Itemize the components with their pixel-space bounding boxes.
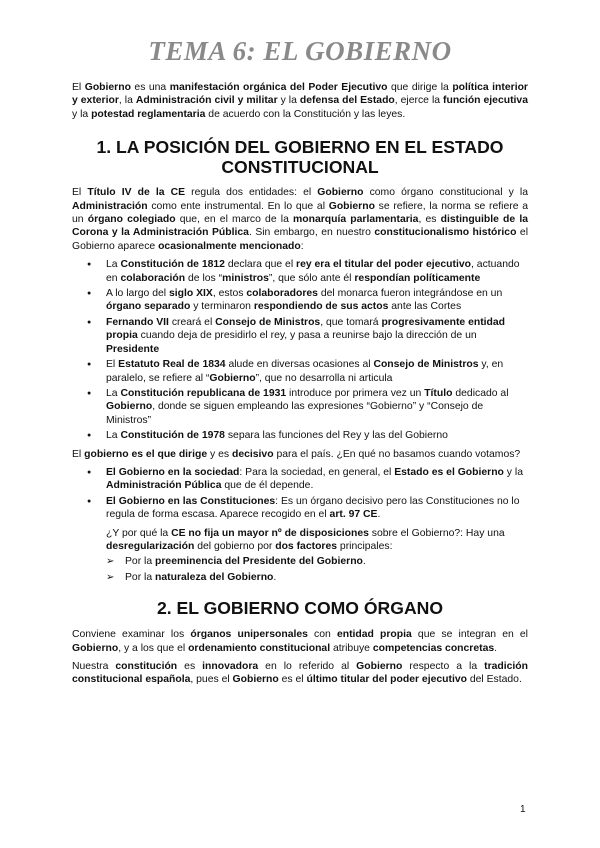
page-title: TEMA 6: EL GOBIERNO bbox=[148, 36, 452, 66]
history-bullet-1978: ● La Constitución de 1978 separa las funciones del Rey y las del Gobierno bbox=[106, 429, 528, 442]
page-number: 1 bbox=[520, 804, 526, 815]
history-bullet-siglo-xix: ● A lo largo del siglo XIX, estos colaboradores del monarca fueron integrándose en un órgano separado y terminaron respondiendo de sus actos ante las Cortes bbox=[106, 287, 528, 314]
history-bullet-estatuto-1834: ● El Estatuto Real de 1834 alude en diversas ocasiones al Consejo de Ministros y, en paralelo, se refiere al “Gobierno”, que no desarrolla ni articula bbox=[106, 358, 528, 385]
history-bullet-list bbox=[72, 258, 528, 442]
history-bullet-1812: ● La Constitución de 1812 declara que el rey era el titular del poder ejecutivo, actuando en colaboración de los “ministros”, que sólo ante él respondían políticamente bbox=[106, 258, 528, 285]
gobierno-constituciones-bullet: ● El Gobierno en las Constituciones: Es un órgano decisivo pero las Constituciones no lo regula de forma escasa. Aparece recogido en el art. 97 CE. bbox=[106, 495, 528, 522]
section-1-paragraph-3: ¿Y por qué la CE no fija un mayor nº de disposiciones sobre el Gobierno?: Hay una desregularización del gobierno por dos factores principales: bbox=[106, 527, 505, 552]
factor-naturaleza: ➢ Por la naturaleza del Gobierno. bbox=[125, 571, 528, 584]
gobierno-bullet-list bbox=[72, 466, 528, 522]
document-page bbox=[72, 36, 528, 692]
section-1-paragraph-2: El gobierno es el que dirige y es decisivo para el país. ¿En qué no basamos cuando votamos? bbox=[72, 448, 521, 460]
history-bullet-fernando-vii: ● Fernando VII creará el Consejo de Ministros, que tomará progresivamente entidad propia cuando deja de presidirlo el rey, y pasa a reunirse bajo la dirección de un Presidente bbox=[106, 316, 528, 356]
intro-paragraph: El Gobierno es una manifestación orgánica del Poder Ejecutivo que dirige la política interior y exterior, la Administración civil y militar y la defensa del Estado, ejerce la función ejecutiva y la potestad reglamentaria de acuerdo con la Constitución y las leyes. bbox=[72, 82, 528, 120]
section-1-paragraph-1: El Título IV de la CE regula dos entidades: el Gobierno como órgano constitucional y la Administración como ente instrumental. En lo que al Gobierno se refiere, la norma se refiere a un órgano colegiado que, en el marco de la monarquía parlamentaria, es distinguible de la Corona y la Administración Pública. Sin embargo, en nuestro constitucionalismo histórico el Gobierno aparece ocasionalmente mencionado: bbox=[72, 187, 529, 252]
gobierno-sociedad-bullet: ● El Gobierno en la sociedad: Para la sociedad, en general, el Estado es el Gobierno y la Administración Pública que de él depende. bbox=[106, 466, 528, 493]
history-bullet-1931: ● La Constitución republicana de 1931 introduce por primera vez un Título dedicado al Gobierno, donde se siguen empleando las expresiones “Gobierno” y “Consejo de Ministros” bbox=[106, 387, 528, 427]
section-1-heading: 1. LA POSICIÓN DEL GOBIERNO EN EL ESTADO CONSTITUCIONAL bbox=[96, 137, 504, 178]
factor-preeminencia: ➢ Por la preeminencia del Presidente del Gobierno. bbox=[125, 555, 528, 568]
section-2-paragraph-2: Nuestra constitución es innovadora en lo referido al Gobierno respecto a la tradición constitucional española, pues el Gobierno es el último titular del poder ejecutivo del Estado. bbox=[72, 661, 528, 686]
section-2-paragraph-1: Conviene examinar los órganos unipersonales con entidad propia que se integran en el Gobierno, y a los que el ordenamiento constitucional atribuye competencias concretas. bbox=[72, 629, 528, 654]
factors-arrow-list bbox=[72, 555, 528, 584]
section-2-heading: 2. EL GOBIERNO COMO ÓRGANO bbox=[156, 598, 444, 619]
